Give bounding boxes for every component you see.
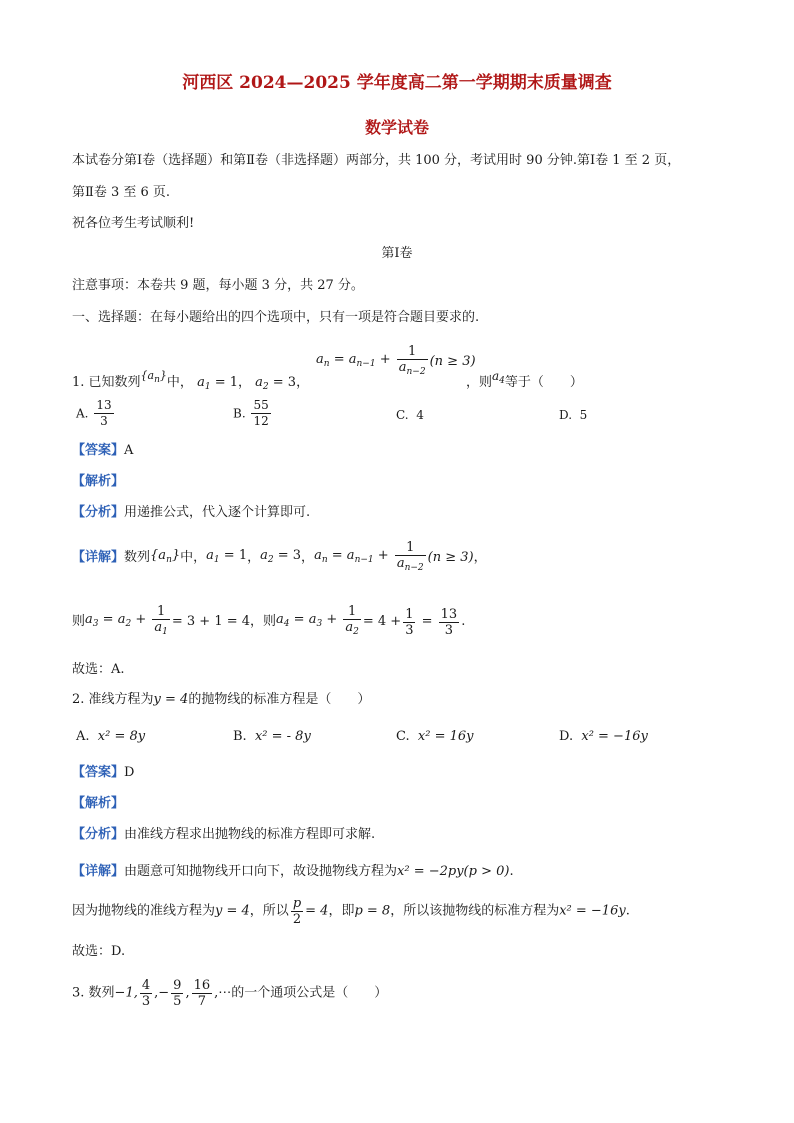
part-heading: 第Ⅰ卷 xyxy=(381,246,413,261)
q1-analysis-label: 【解析】 xyxy=(72,474,125,489)
q2-answer: 【答案】D xyxy=(72,765,135,780)
q1-answer: 【答案】A xyxy=(72,443,134,458)
section-heading: 一、选择题：在每小题给出的四个选项中，只有一项是符合题目要求的. xyxy=(72,310,480,325)
notice-text: 注意事项：本卷共 9 题，每小题 3 分，共 27 分。 xyxy=(72,278,364,293)
q2-option-d[interactable]: D. x² = −16y xyxy=(559,729,648,744)
q2-stem: 2. 准线方程为y = 4的抛物线的标准方程是（ ） xyxy=(72,692,371,707)
q1-stem: 1. 已知数列$^{\{a_n\}}$中， $a_1 = 1$， $a_2 = 3$， xyxy=(72,369,310,392)
intro-wish: 祝各位考生考试顺利! xyxy=(72,216,195,231)
q1-option-d[interactable]: D. 5 xyxy=(559,408,588,422)
q2-option-c[interactable]: C. x² = 16y xyxy=(396,729,474,744)
page-subtitle: 数学试卷 xyxy=(364,118,429,137)
q1-recurrence: $a_n = a_{n-1}$ + $\frac{1}{a_{n-2}}$ (n ≥ 3) xyxy=(316,344,476,377)
q2-analysis-label: 【解析】 xyxy=(72,796,125,811)
q1-stem-tail: ，则$a_4$等于（ ） xyxy=(466,369,583,390)
q2-detail: 【详解】由题意可知抛物线开口向下，故设抛物线方程为x² = −2py(p > 0). xyxy=(72,864,514,879)
q2-option-a[interactable]: A. x² = 8y xyxy=(76,729,146,744)
q2-option-b[interactable]: B. x² = - 8y xyxy=(233,729,311,744)
q2-conclusion: 故选：D. xyxy=(72,944,126,959)
q1-detail: 【详解】数列$\{a_n\}$中，$a_1 = 1$，$a_2 = 3$，$a_n = a_{n-1}$ + $\frac{1}{a_{n-2}}$ (n ≥ 3)， xyxy=(72,540,487,573)
q2-detail-2: 因为抛物线的准线方程为y = 4，所以 $\frac{p}{2}$ = 4，即p = 8，所以该抛物线的标准方程为x² = −16y. xyxy=(72,896,630,927)
q1-option-b[interactable]: B. $\frac{55}{12}$ xyxy=(233,398,269,428)
q1-calculation: 则$a_3 = a_2$ + $\frac{1}{a_1}$ = 3 + 1 = 4，则$a_4 = a_3$ + $\frac{1}{a_2}$ = 4 + $\frac{1}{3}$ = $\frac{13}{3}$ . xyxy=(72,604,466,638)
q1-conclusion: 故选：A. xyxy=(72,662,125,677)
q1-fenxi: 【分析】用递推公式，代入逐个计算即可. xyxy=(72,505,311,520)
page-title: 河西区 2024—2025 学年度高二第一学期期末质量调查 xyxy=(182,73,612,93)
intro-line-1: 本试卷分第Ⅰ卷（选择题）和第Ⅱ卷（非选择题）两部分，共 100 分，考试用时 90 分钟.第Ⅰ卷 1 至 2 页， xyxy=(72,153,681,168)
q1-option-c[interactable]: C. 4 xyxy=(396,408,424,422)
intro-line-2: 第Ⅱ卷 3 至 6 页. xyxy=(72,185,171,200)
q2-fenxi: 【分析】由准线方程求出抛物线的标准方程即可求解. xyxy=(72,827,376,842)
q1-option-a[interactable]: A. $\frac{13}{3}$ xyxy=(76,398,112,428)
q3-stem: 3. 数列−1, $\frac{4}{3}$ ,− $\frac{9}{5}$ , $\frac{16}{7}$ ,⋯的一个通项公式是（ ） xyxy=(72,978,388,1009)
